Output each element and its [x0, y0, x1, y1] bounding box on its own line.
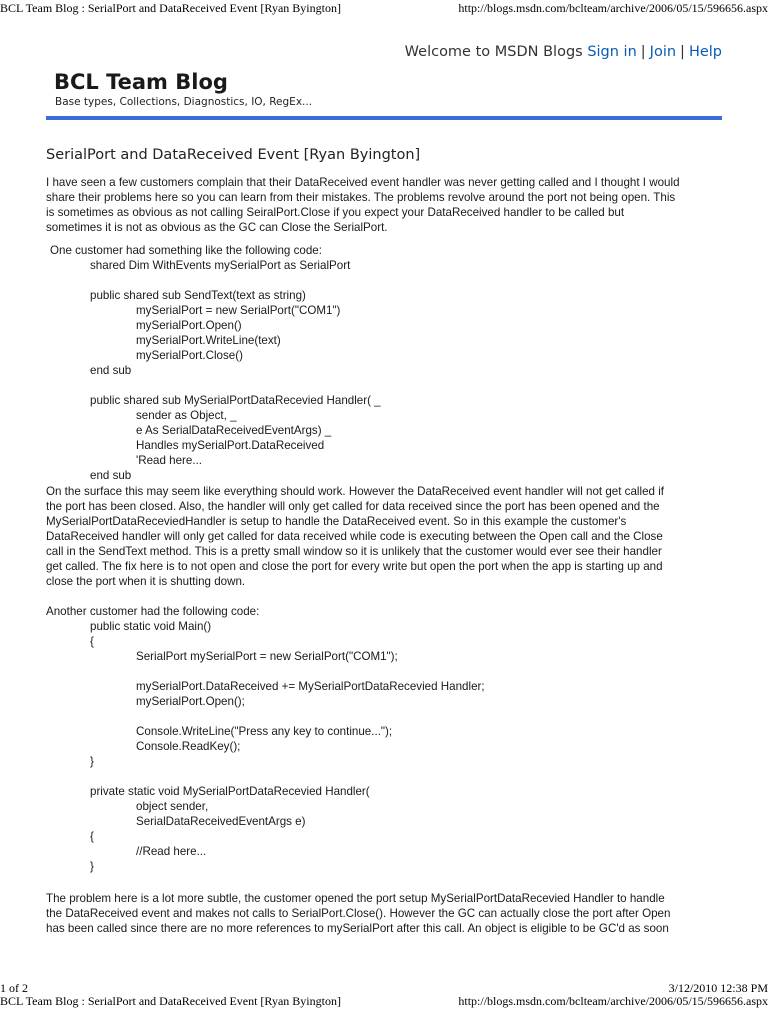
text-line: get called. The fix here is to not open and close the port for every write but open the port when the app is starting up and	[46, 560, 663, 573]
code-line	[46, 589, 746, 604]
code-line: mySerialPort.Open()	[136, 319, 242, 332]
code-line: mySerialPort = new SerialPort("COM1")	[136, 304, 341, 317]
code-line: mySerialPort.Close()	[136, 349, 243, 362]
blog-title[interactable]: BCL Team Blog	[54, 70, 228, 94]
code-line: Console.ReadKey();	[136, 740, 241, 753]
code-line: sender as Object, _	[136, 409, 237, 422]
code-line	[46, 664, 746, 679]
header-divider	[46, 116, 722, 120]
code-line: end sub	[90, 469, 132, 482]
text-line: I have seen a few customers complain that their DataReceived event handler was never getting called and I thought I would	[46, 176, 680, 189]
code-line: end sub	[90, 364, 132, 377]
code-line: One customer had something like the following code:	[50, 244, 322, 257]
code-line: mySerialPort.DataReceived += MySerialPortDataRecevied Handler;	[136, 680, 485, 693]
blog-tagline: Base types, Collections, Diagnostics, IO, RegEx...	[55, 96, 313, 108]
code-line: private static void MySerialPortDataRecevied Handler(	[90, 785, 370, 798]
print-header-url: http://blogs.msdn.com/bclteam/archive/2006/05/15/596656.aspx	[458, 1, 768, 15]
text-line: call in the SendText method. This is a pretty small window so it is unlikely that the customer would ever see their handler	[46, 545, 662, 558]
text-line: is sometimes as obvious as not calling SeiralPort.Close if you expect your DataReceived handler to be called but	[46, 206, 625, 219]
code-line: public shared sub MySerialPortDataRecevied Handler( _	[90, 394, 381, 407]
code-line: //Read here...	[136, 845, 207, 858]
sign-in-link[interactable]: Sign in	[587, 44, 637, 60]
code-line: {	[90, 830, 94, 843]
text-line: On the surface this may seem like everything should work. However the DataReceived event handler will not get called if	[46, 485, 664, 498]
text-line: The problem here is a lot more subtle, the customer opened the port setup MySerialPortDataRecevied Handler to handle	[46, 892, 665, 905]
code-line: public static void Main()	[90, 620, 212, 633]
text-line: has been called since there are no more references to mySerialPort after this call. An object is eligible to be GC'd as soon	[46, 922, 669, 935]
print-header-url: http://blogs.msdn.com/bclteam/archive/2006/05/15/596656.aspx	[458, 994, 768, 1008]
text-line: MySerialPortDataReceviedHandler is setup to handle the DataReceived event. So in this example the customer's	[46, 515, 627, 528]
code-line	[46, 709, 746, 724]
code-line	[46, 769, 746, 784]
intro-paragraph	[46, 175, 746, 235]
text-line: the port has been closed. Also, the handler will only get called for data received since the port has been opened and the	[46, 500, 660, 513]
code-line: mySerialPort.Open();	[136, 695, 245, 708]
code-line: public shared sub SendText(text as string)	[90, 289, 306, 302]
code-block-csharp	[46, 589, 746, 874]
separator: |	[680, 44, 685, 60]
code-line: Handles mySerialPort.DataReceived	[136, 439, 325, 452]
text-line: the DataReceived event and makes not calls to SerialPort.Close(). However the GC can actually close the port after Open	[46, 907, 671, 920]
explanation-paragraph	[46, 484, 746, 589]
code-line	[46, 378, 746, 393]
code-line: mySerialPort.WriteLine(text)	[136, 334, 281, 347]
print-header-title: BCL Team Blog : SerialPort and DataReceived Event [Ryan Byington]	[0, 1, 341, 15]
code-line: }	[90, 755, 94, 768]
print-datetime: 3/12/2010 12:38 PM	[668, 981, 768, 995]
separator: |	[640, 44, 646, 60]
text-line: share their problems here so you can learn from their mistakes. The problems revolve around the port not being open. This	[46, 191, 676, 204]
text-line: DataReceived handler will only get called for data received while code is executing between the Open call and the Close	[46, 530, 663, 543]
code-line: 'Read here...	[136, 454, 203, 467]
text-line: close the port when it is shutting down.	[46, 575, 246, 588]
code-line: SerialPort mySerialPort = new SerialPort("COM1");	[136, 650, 398, 663]
code-line: Console.WriteLine("Press any key to continue...");	[136, 725, 393, 738]
print-header-title: BCL Team Blog : SerialPort and DataReceived Event [Ryan Byington]	[0, 994, 341, 1008]
join-link[interactable]: Join	[649, 44, 677, 60]
code-block-vb	[46, 243, 746, 483]
help-link[interactable]: Help	[688, 44, 722, 60]
code-line: object sender,	[136, 800, 209, 813]
code-line: Another customer had the following code:	[46, 605, 260, 618]
welcome-text: Welcome to MSDN Blogs	[404, 44, 583, 60]
code-line: SerialDataReceivedEventArgs e)	[136, 815, 306, 828]
code-line: e As SerialDataReceivedEventArgs) _	[136, 424, 332, 437]
code-line: shared Dim WithEvents mySerialPort as SerialPort	[90, 259, 351, 272]
code-line: {	[90, 635, 94, 648]
welcome-bar	[405, 44, 722, 60]
post-title[interactable]: SerialPort and DataReceived Event [Ryan Byington]	[46, 147, 421, 163]
code-line: }	[90, 860, 94, 873]
subtle-problem-paragraph	[46, 891, 746, 936]
text-line: sometimes it is not as obvious as the GC can Close the SerialPort.	[46, 221, 388, 234]
code-line	[46, 273, 746, 288]
page-number: 1 of 2	[0, 981, 28, 995]
